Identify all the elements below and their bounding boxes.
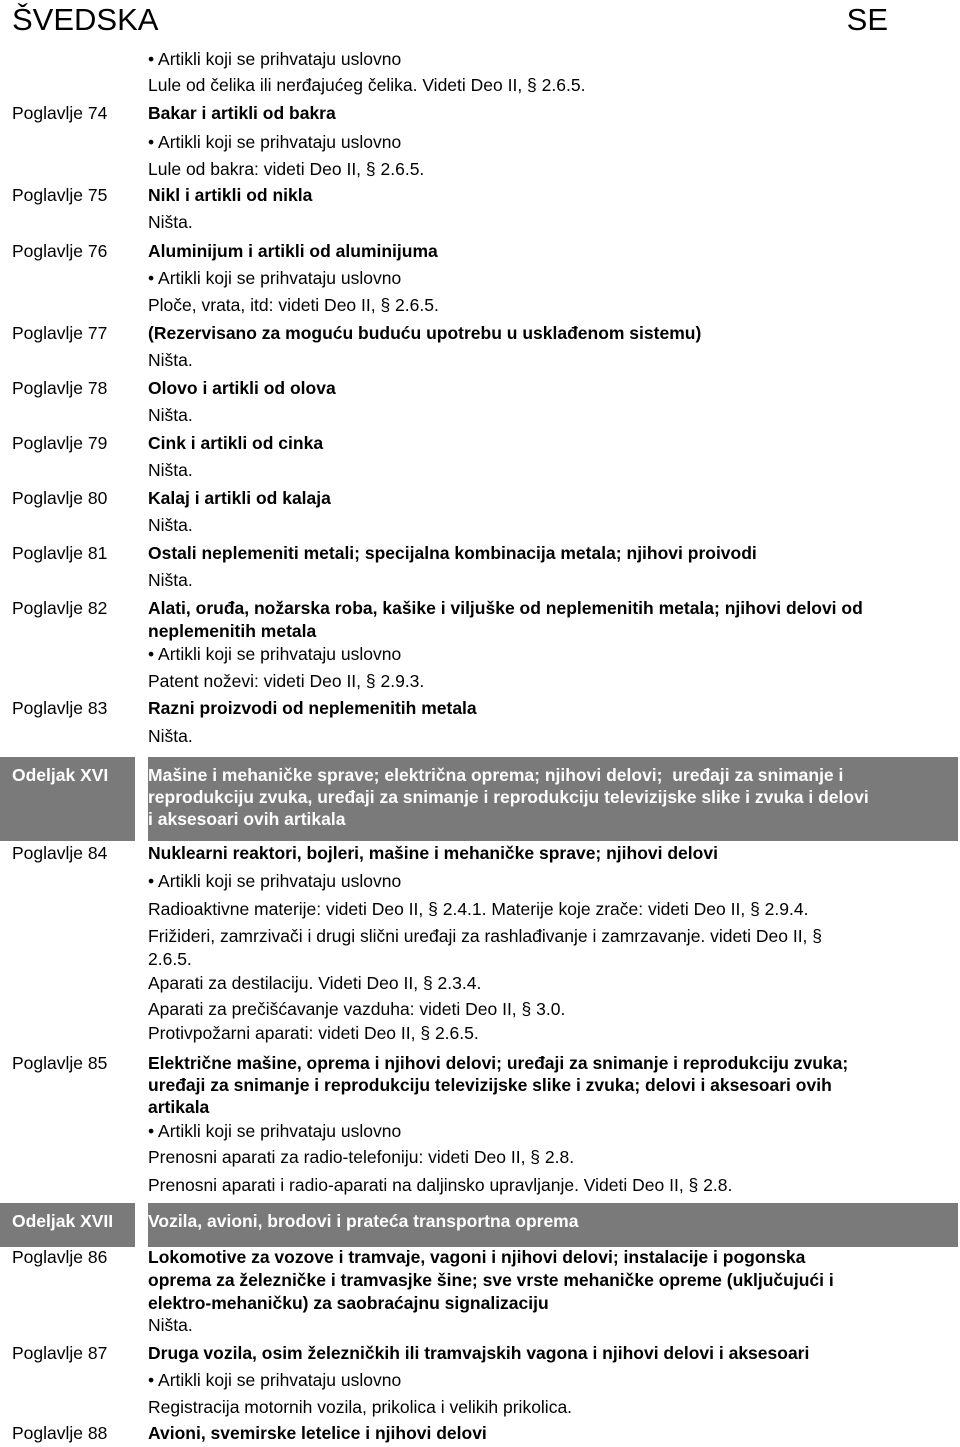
chapter-note: Ništa. xyxy=(148,1315,193,1335)
chapter-heading: (Rezervisano za moguću buduću upotrebu u usklađenom sistemu) xyxy=(148,323,702,343)
chapter-label-poglavlje-86: Poglavlje 86 xyxy=(12,1247,108,1267)
chapter-heading: Električne mašine, oprema i njihovi delovi; uređaji za snimanje i reprodukciju zvuka; xyxy=(148,1053,849,1073)
chapter-heading: Nikl i artikli od nikla xyxy=(148,185,313,205)
country-code: SE xyxy=(846,2,888,37)
chapter-note: Ništa. xyxy=(148,212,193,232)
chapter-note: Patent noževi: videti Deo II, § 2.9.3. xyxy=(148,671,425,691)
chapter-note: Frižideri, zamrzivači i drugi slični uređaji za rashlađivanje i zamrzavanje. videti Deo II, § xyxy=(148,926,823,946)
chapter-label-poglavlje-77: Poglavlje 77 xyxy=(12,323,108,343)
section-heading-line: i aksesoari ovih artikala xyxy=(148,809,346,829)
chapter-heading: Ostali neplemeniti metali; specijalna kombinacija metala; njihovi proivodi xyxy=(148,543,757,563)
chapter-heading: Bakar i artikli od bakra xyxy=(148,103,336,123)
chapter-label-poglavlje-87: Poglavlje 87 xyxy=(12,1343,108,1363)
section-heading-line: reprodukciju zvuka, uređaji za snimanje i reprodukciju televizijske slike i zvuka i delovi xyxy=(148,787,869,807)
chapter-heading: Cink i artikli od cinka xyxy=(148,433,324,453)
chapter-note: • Artikli koji se prihvataju uslovno xyxy=(148,132,402,152)
section-label-odeljak-xvi: Odeljak XVI xyxy=(12,765,109,785)
chapter-heading: Druga vozila, osim železničkih ili tramvajskih vagona i njihovi delovi i aksesoari xyxy=(148,1343,810,1363)
chapter-note: Prenosni aparati za radio-telefoniju: videti Deo II, § 2.8. xyxy=(148,1147,575,1167)
chapter-note: • Artikli koji se prihvataju uslovno xyxy=(148,871,402,891)
chapter-heading: uređaji za snimanje i reprodukciju televizijske slike i zvuka; delovi i aksesoari ovih xyxy=(148,1075,832,1095)
chapter-label-poglavlje-80: Poglavlje 80 xyxy=(12,488,108,508)
section-heading-line: Mašine i mehaničke sprave; električna oprema; njihovi delovi; uređaji za snimanje i xyxy=(148,765,844,785)
chapter-heading: Olovo i artikli od olova xyxy=(148,378,336,398)
chapter-note: Aparati za prečišćavanje vazduha: videti Deo II, § 3.0. xyxy=(148,999,566,1019)
chapter-heading: Avioni, svemirske letelice i njihovi delovi xyxy=(148,1423,487,1443)
section-heading xyxy=(148,1203,958,1247)
chapter-heading: artikala xyxy=(148,1097,210,1117)
chapter-note: • Artikli koji se prihvataju uslovno xyxy=(148,1121,402,1141)
chapter-note: Ploče, vrata, itd: videti Deo II, § 2.6.5. xyxy=(148,295,439,315)
chapter-heading: neplemenitih metala xyxy=(148,621,317,641)
chapter-heading: elektro-mehaničku) za saobraćajnu signalizaciju xyxy=(148,1293,549,1313)
country-title: ŠVEDSKA xyxy=(12,2,159,37)
chapter-label-poglavlje-76: Poglavlje 76 xyxy=(12,241,108,261)
section-label-band xyxy=(0,1203,135,1247)
chapter-note: Ništa. xyxy=(148,405,193,425)
chapter-note: • Artikli koji se prihvataju uslovno xyxy=(148,644,402,664)
chapter-label-poglavlje-83: Poglavlje 83 xyxy=(12,698,108,718)
chapter-note: Lule od čelika ili nerđajućeg čelika. Videti Deo II, § 2.6.5. xyxy=(148,75,586,95)
chapter-label-poglavlje-79: Poglavlje 79 xyxy=(12,433,108,453)
chapter-note: Ništa. xyxy=(148,350,193,370)
chapter-note: • Artikli koji se prihvataju uslovno xyxy=(148,1370,402,1390)
chapter-note: Ništa. xyxy=(148,460,193,480)
chapter-label-poglavlje-74: Poglavlje 74 xyxy=(12,103,108,123)
chapter-label-poglavlje-82: Poglavlje 82 xyxy=(12,598,108,618)
chapter-label-poglavlje-84: Poglavlje 84 xyxy=(12,843,108,863)
chapter-heading: Nuklearni reaktori, bojleri, mašine i mehaničke sprave; njihovi delovi xyxy=(148,843,718,863)
chapter-label-poglavlje-81: Poglavlje 81 xyxy=(12,543,108,563)
chapter-heading: oprema za železničke i tramvasjke šine; sve vrste mehaničke opreme (uključujući i xyxy=(148,1270,834,1290)
chapter-heading: Lokomotive za vozove i tramvaje, vagoni i njihovi delovi; instalacije i pogonska xyxy=(148,1247,806,1267)
section-heading-line: Vozila, avioni, brodovi i prateća transportna oprema xyxy=(148,1211,579,1231)
chapter-note: Protivpožarni aparati: videti Deo II, § 2.6.5. xyxy=(148,1023,479,1043)
chapter-heading: Alati, oruđa, nožarska roba, kašike i viljuške od neplemenitih metala; njihovi delovi od xyxy=(148,598,863,618)
chapter-note: Ništa. xyxy=(148,570,193,590)
chapter-note: Prenosni aparati i radio-aparati na daljinsko upravljanje. Videti Deo II, § 2.8. xyxy=(148,1175,733,1195)
chapter-note: Ništa. xyxy=(148,515,193,535)
chapter-note: Ništa. xyxy=(148,726,193,746)
chapter-note: Registracija motornih vozila, prikolica i velikih prikolica. xyxy=(148,1397,573,1417)
chapter-note: Lule od bakra: videti Deo II, § 2.6.5. xyxy=(148,159,425,179)
chapter-heading: Aluminijum i artikli od aluminijuma xyxy=(148,241,438,261)
chapter-label-poglavlje-78: Poglavlje 78 xyxy=(12,378,108,398)
chapter-label-poglavlje-85: Poglavlje 85 xyxy=(12,1053,108,1073)
chapter-note: • Artikli koji se prihvataju uslovno xyxy=(148,49,402,69)
chapter-label-poglavlje-88: Poglavlje 88 xyxy=(12,1423,108,1443)
chapter-note: • Artikli koji se prihvataju uslovno xyxy=(148,268,402,288)
section-label-odeljak-xvii: Odeljak XVII xyxy=(12,1211,114,1231)
chapter-heading: Razni proizvodi od neplemenitih metala xyxy=(148,698,477,718)
chapter-note: Radioaktivne materije: videti Deo II, § 2.4.1. Materije koje zrače: videti Deo II, § 2.9.4. xyxy=(148,899,809,919)
chapter-note: Aparati za destilaciju. Videti Deo II, § 2.3.4. xyxy=(148,973,482,993)
chapter-label-poglavlje-75: Poglavlje 75 xyxy=(12,185,108,205)
section-label-band xyxy=(0,757,135,841)
section-heading xyxy=(148,757,958,841)
chapter-heading: Kalaj i artikli od kalaja xyxy=(148,488,331,508)
chapter-note: 2.6.5. xyxy=(148,949,192,969)
